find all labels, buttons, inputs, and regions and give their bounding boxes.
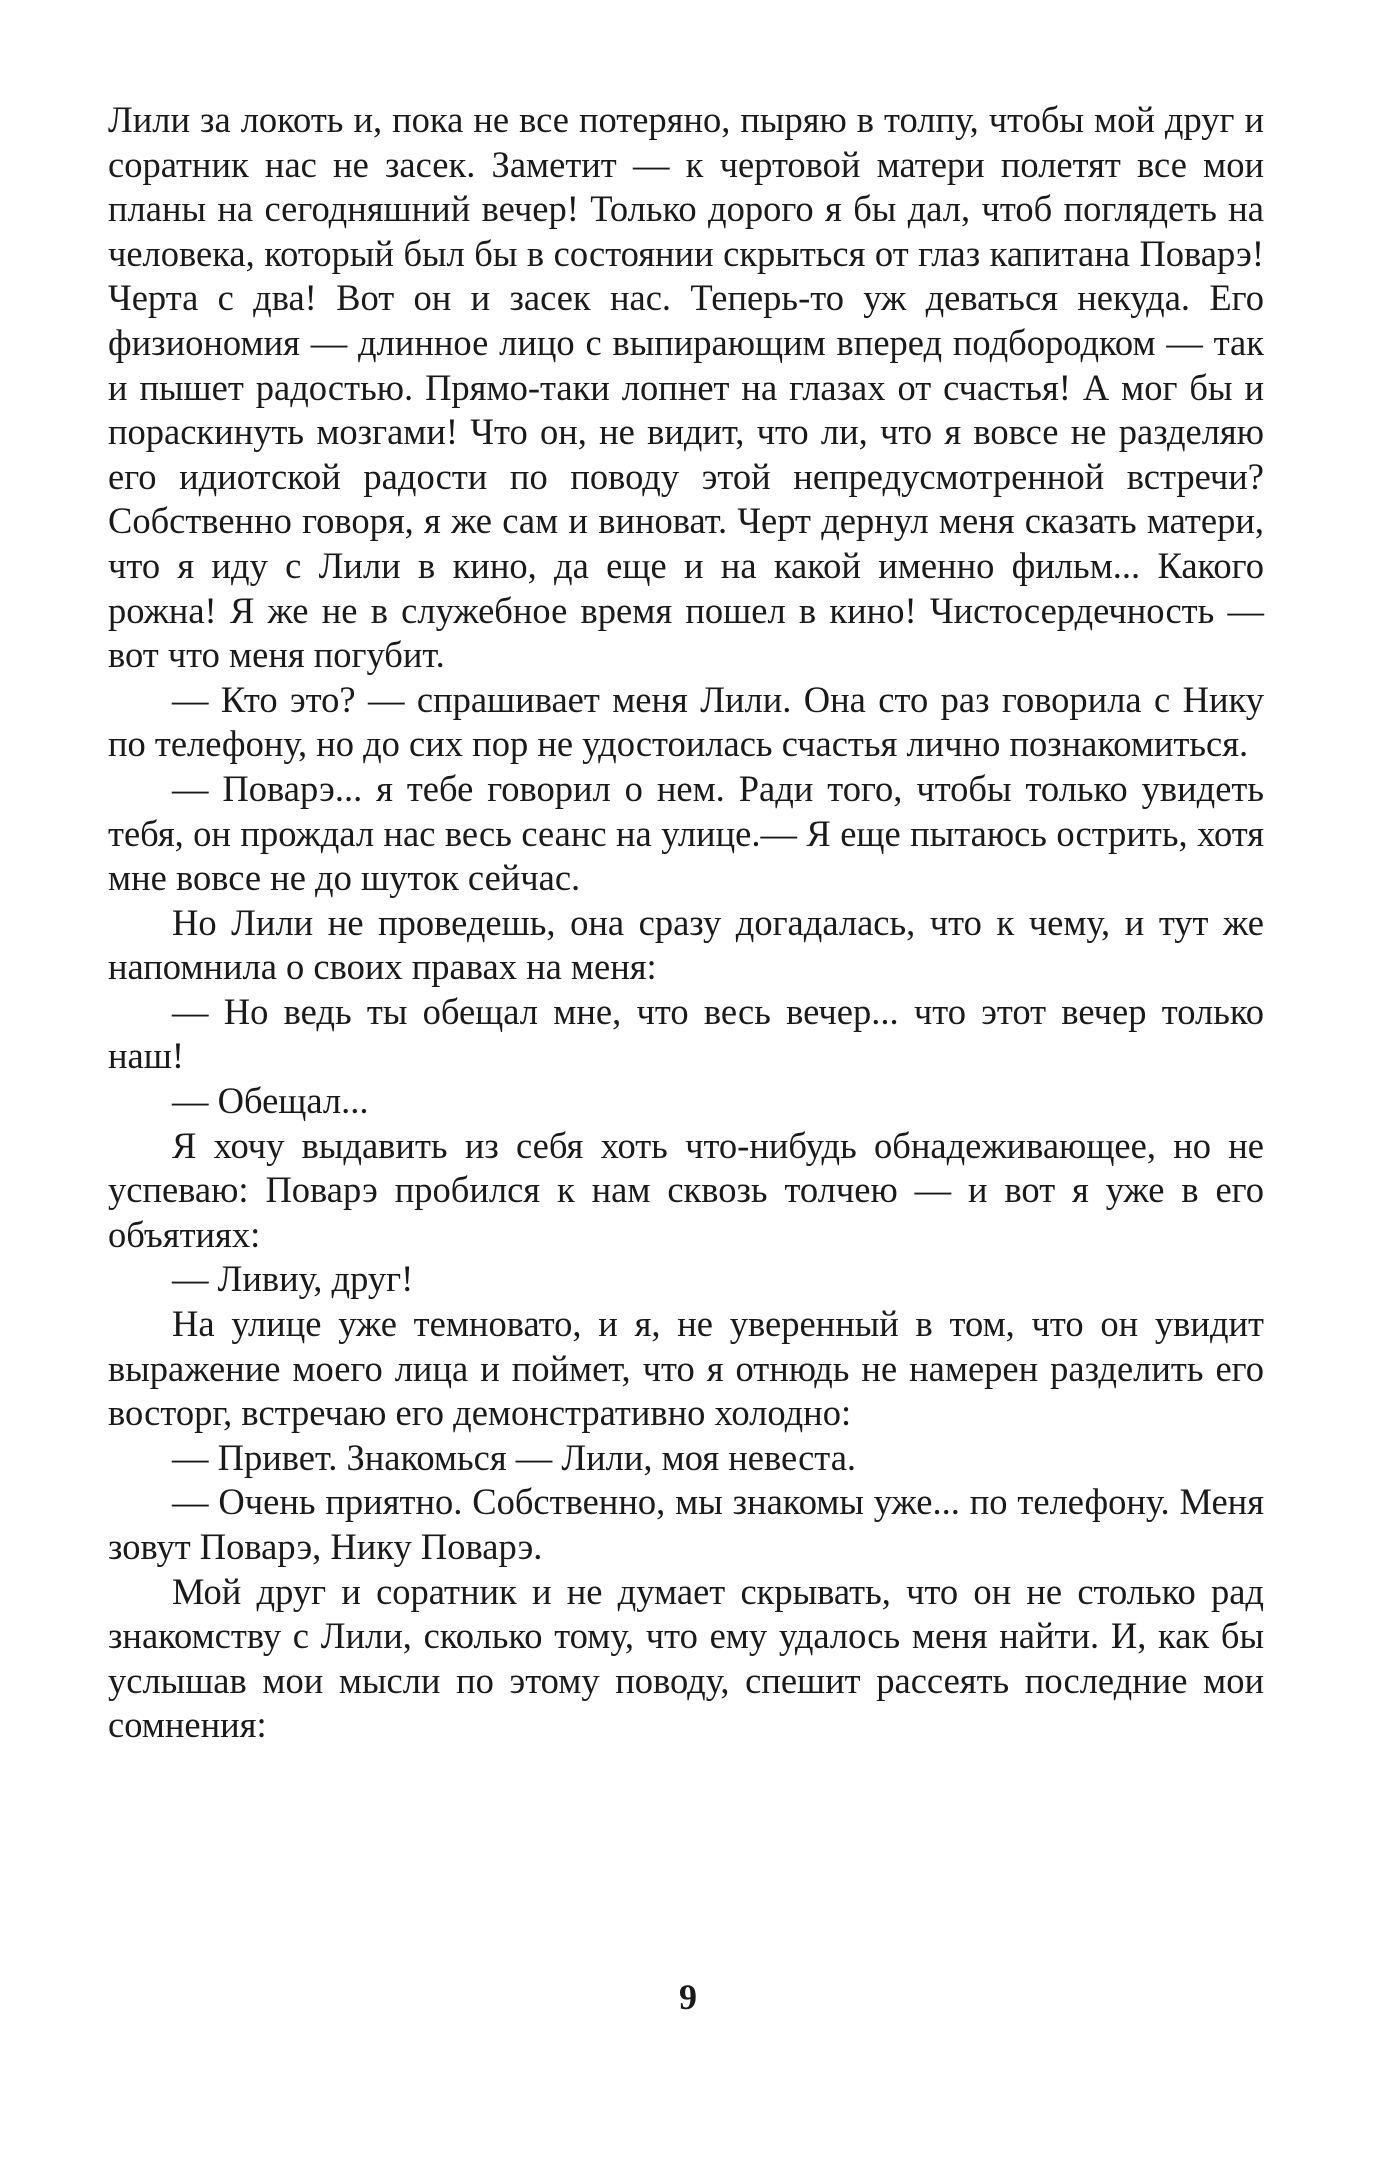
paragraph: — Но ведь ты обещал мне, что весь вечер... что этот вечер только наш! [108,990,1264,1077]
page-text [108,98,1264,1748]
paragraph: Лили за локоть и, пока не все потеряно, пыряю в толпу, чтобы мой друг и соратник нас не засек. Заметит — к чертовой матери полетят все мои планы на сегодняшний вечер! Только дорого я бы дал, чтоб поглядеть на человека, который был бы в состоянии скрыться от глаз капитана Поварэ! Черта с два! Вот он и засек нас. Теперь-то уж деваться некуда. Его физиономия — длинное лицо с выпирающим вперед подбородком — так и пышет радостью. Прямо-таки лопнет на глазах от счастья! А мог бы и пораскинуть мозгами! Что он, не видит, что ли, что я вовсе не разделяю его идиотской радости по поводу этой непредусмотренной встречи? Собственно говоря, я же сам и виноват. Черт дернул меня сказать матери, что я иду с Лили в кино, да еще и на какой именно фильм... Какого рожна! Я же не в служебное время пошел в кино! Чистосердечность — вот что меня погубит. [108,99,1264,676]
paragraph: На улице уже темновато, и я, не уверенный в том, что он увидит выражение моего лица и поймет, что я отнюдь не намерен разделить его восторг, встречаю его демонстративно холодно: [108,1303,1264,1434]
paragraph: Но Лили не проведешь, она сразу догадалась, что к чему, и тут же напомнила о своих правах на меня: [108,901,1264,988]
paragraph: — Обещал... [172,1080,369,1122]
paragraph: — Кто это? — спрашивает меня Лили. Она сто раз говорила с Нику по телефону, но до сих пор не удостоилась счастья лично познакомиться. [108,678,1264,765]
paragraph: — Привет. Знакомься — Лили, моя невеста. [172,1436,857,1478]
paragraph: Я хочу выдавить из себя хоть что-нибудь обнадеживающее, но не успеваю: Поварэ пробился к нам сквозь толчею — и вот я уже в его объятиях: [108,1124,1264,1255]
page-number: 9 [679,1977,697,2017]
paragraph: Мой друг и соратник и не думает скрывать, что он не столько рад знакомству с Лили, сколько тому, что ему удалось меня найти. И, как бы услышав мои мысли по этому поводу, спешит рассеять последние мои сомнения: [108,1570,1264,1746]
paragraph: — Очень приятно. Собственно, мы знакомы уже... по телефону. Меня зовут Поварэ, Нику Поварэ. [108,1481,1264,1567]
paragraph: — Поварэ... я тебе говорил о нем. Ради того, чтобы только увидеть тебя, он прождал нас весь сеанс на улице.— Я еще пытаюсь острить, хотя мне вовсе не до шуток сейчас. [108,767,1264,899]
paragraph: — Ливиу, друг! [172,1258,414,1300]
